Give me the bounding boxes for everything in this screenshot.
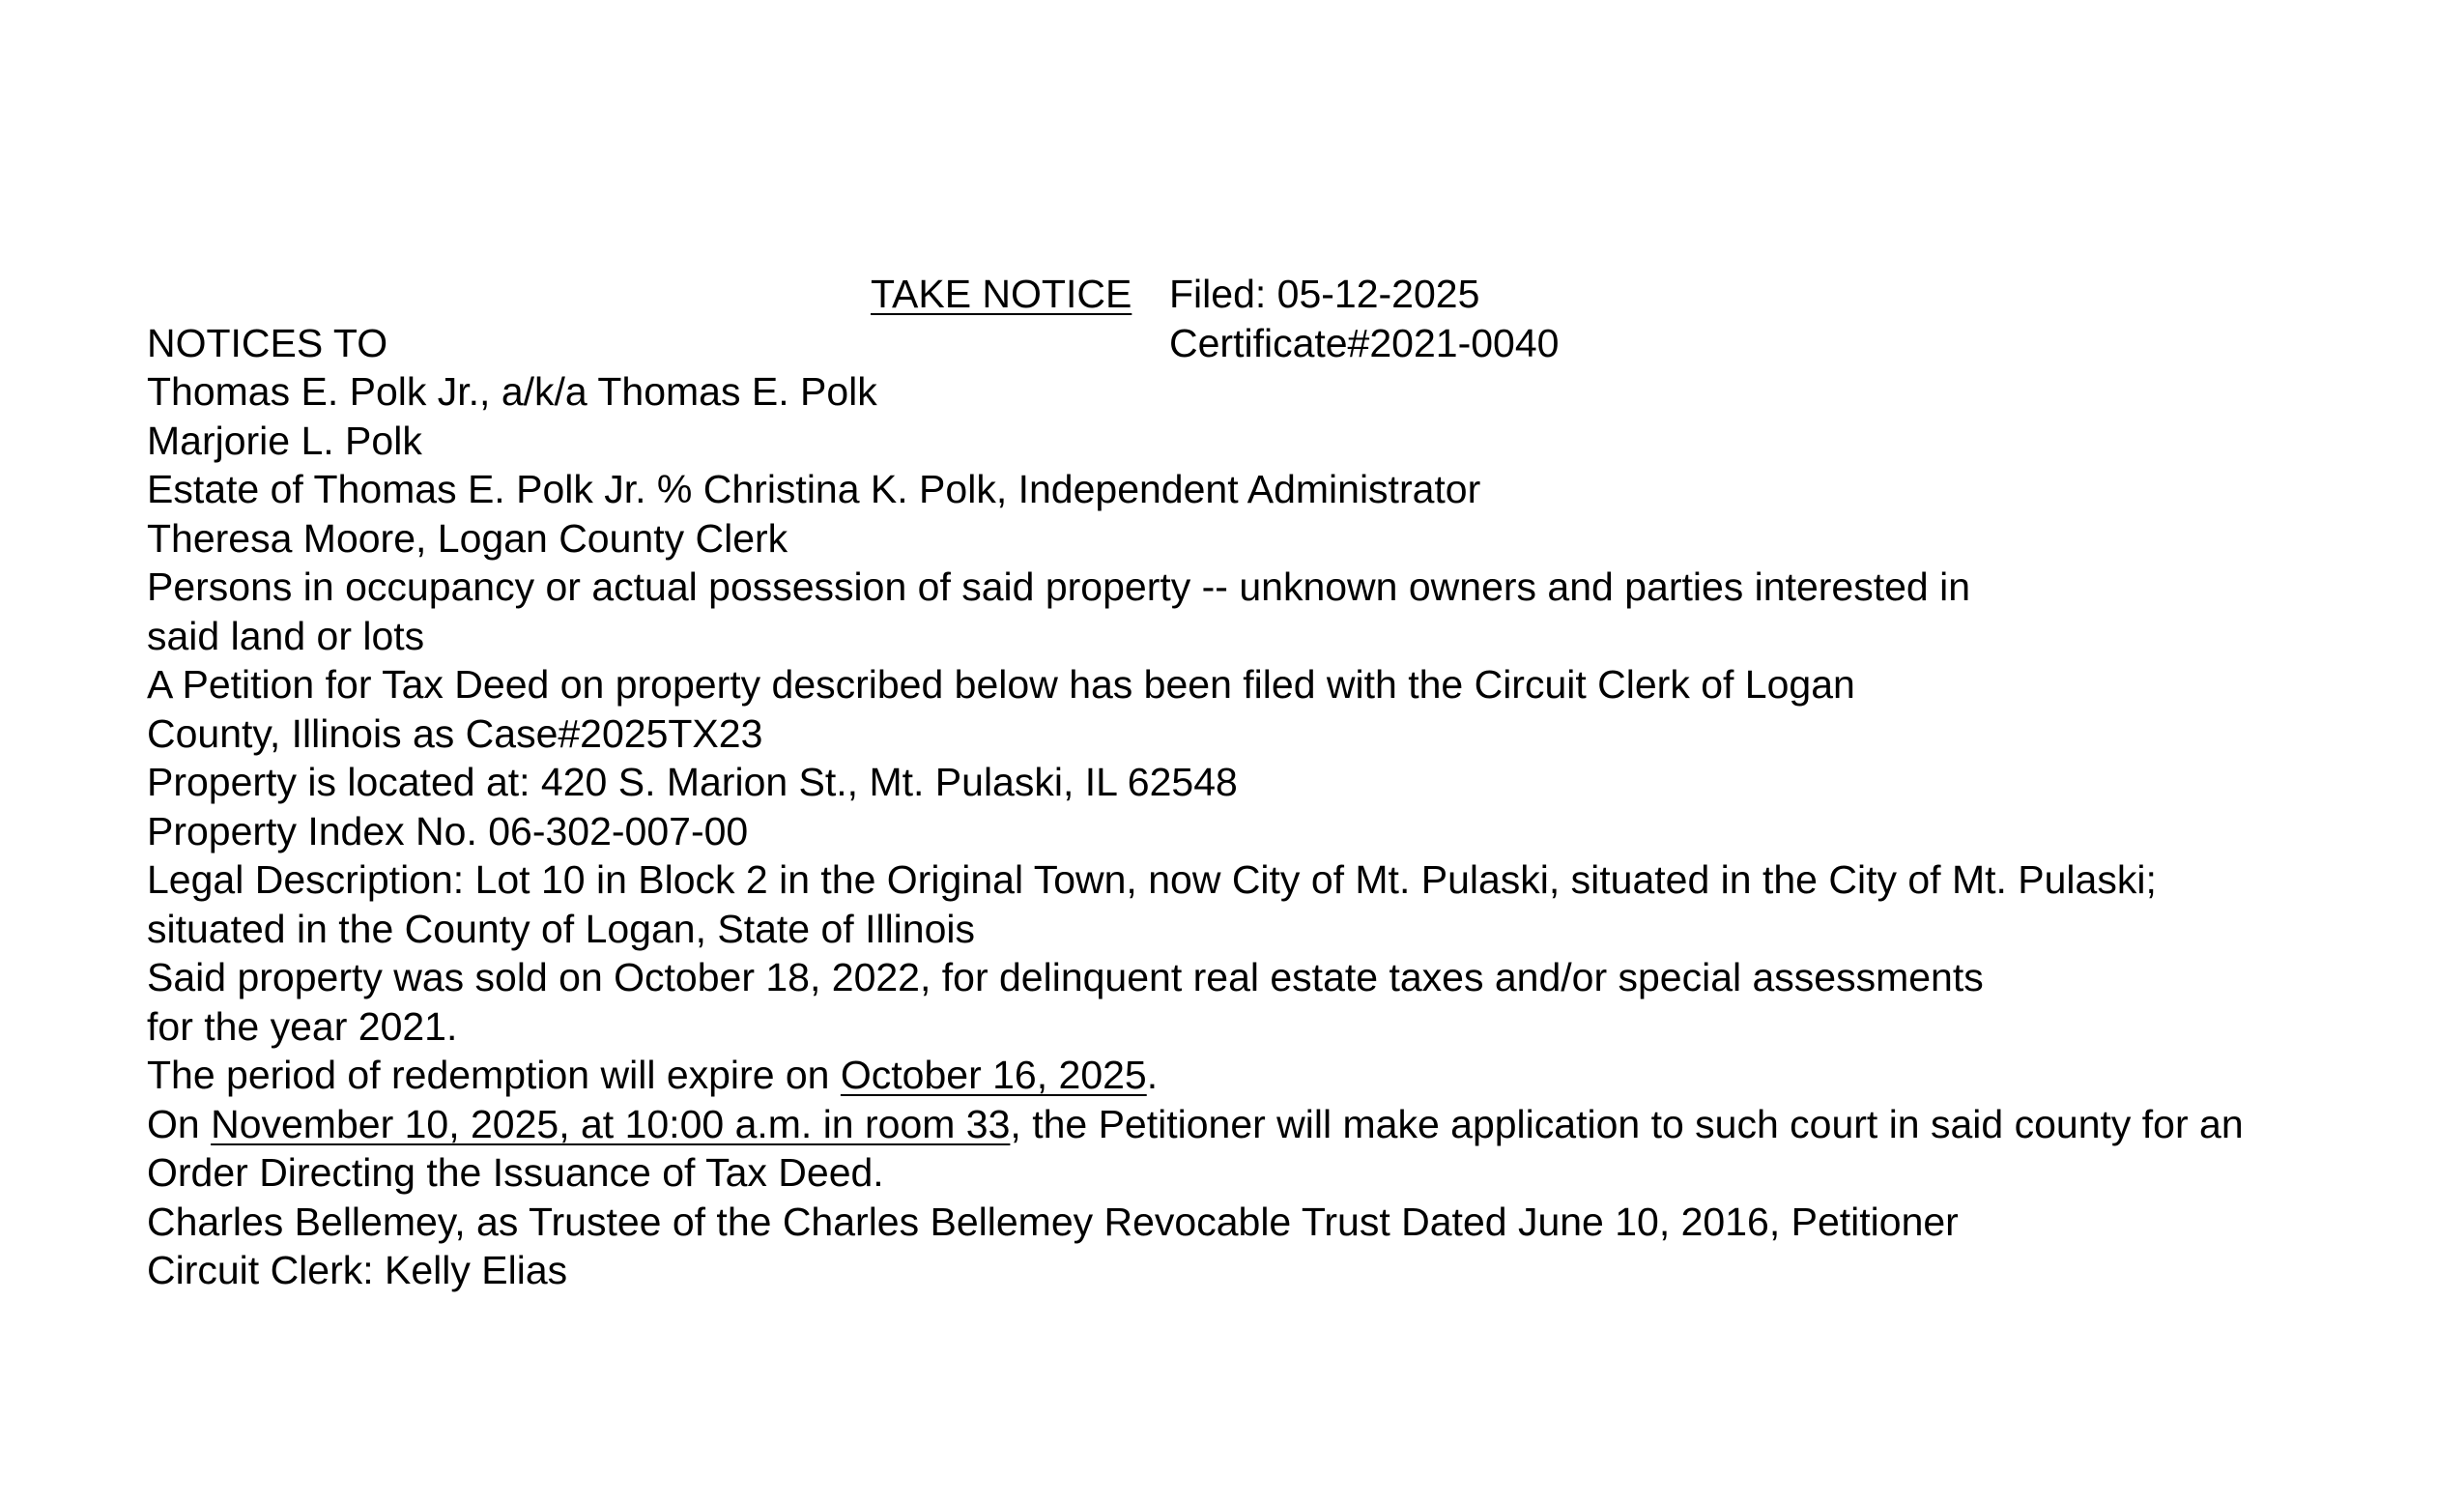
recipient-line: Thomas E. Polk Jr., a/k/a Thomas E. Polk xyxy=(147,369,877,414)
filed-date: Filed: 05-12-2025 xyxy=(1169,272,1480,316)
recipient-line: said land or lots xyxy=(147,613,425,658)
certificate-number: Certificate#2021-0040 xyxy=(1169,320,1560,365)
take-notice-heading: TAKE NOTICE xyxy=(871,272,1132,316)
hearing-prefix: On xyxy=(147,1101,212,1146)
notice-header-row xyxy=(147,270,2369,319)
notices-to-row xyxy=(147,319,2369,368)
petitioner-line: Charles Bellemey, as Trustee of the Charles Bellemey Revocable Trust Dated June 10, 2016, Petitioner xyxy=(147,1199,1959,1244)
hearing-line xyxy=(147,1100,2369,1149)
legal-description-line: Legal Description: Lot 10 in Block 2 in the Original Town, now City of Mt. Pulaski, situated in the City of Mt. Pulaski; xyxy=(147,857,2157,902)
legal-description-line: situated in the County of Logan, State of Illinois xyxy=(147,906,975,951)
sale-line: Said property was sold on October 18, 2022, for delinquent real estate taxes and/or special assessments xyxy=(147,955,1984,999)
notices-to-label: NOTICES TO xyxy=(147,320,388,365)
hearing-line: Order Directing the Issuance of Tax Deed. xyxy=(147,1150,884,1195)
legal-notice-document xyxy=(147,270,2369,1295)
property-index: Property Index No. 06-302-007-00 xyxy=(147,808,749,853)
property-location: Property is located at: 420 S. Marion St., Mt. Pulaski, IL 62548 xyxy=(147,760,1238,804)
recipient-line: Persons in occupancy or actual possession of said property -- unknown owners and parties interested in xyxy=(147,564,1971,609)
petition-line: A Petition for Tax Deed on property described below has been filed with the Circuit Clerk of Logan xyxy=(147,662,1855,707)
recipient-line: Marjorie L. Polk xyxy=(147,418,422,463)
recipient-line: Estate of Thomas E. Polk Jr. % Christina K. Polk, Independent Administrator xyxy=(147,467,1481,511)
hearing-suffix: , the Petitioner will make application to such court in said county for an xyxy=(1010,1101,2244,1146)
redemption-line xyxy=(147,1051,2369,1100)
redemption-prefix: The period of redemption will expire on xyxy=(147,1053,841,1097)
redemption-date: October 16, 2025 xyxy=(840,1053,1147,1097)
redemption-suffix: . xyxy=(1146,1053,1159,1097)
hearing-datetime: November 10, 2025, at 10:00 a.m. in room 33 xyxy=(211,1101,1011,1146)
recipient-line: Theresa Moore, Logan County Clerk xyxy=(147,515,788,561)
petition-line: County, Illinois as Case#2025TX23 xyxy=(147,710,763,756)
sale-line: for the year 2021. xyxy=(147,1003,458,1049)
circuit-clerk-line: Circuit Clerk: Kelly Elias xyxy=(147,1248,568,1292)
